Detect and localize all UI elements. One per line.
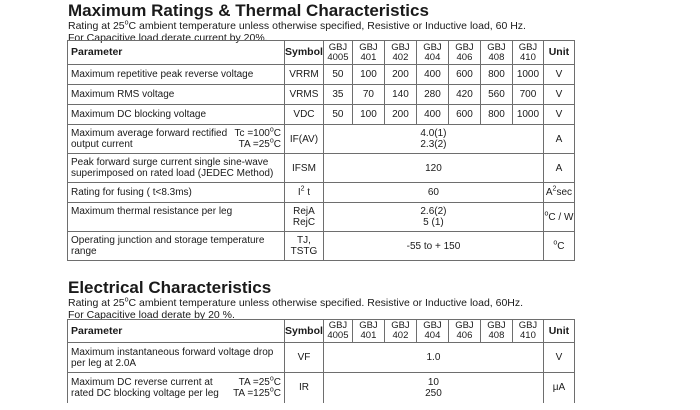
note-text: Rating at 25 <box>68 20 125 32</box>
header-parameter: Parameter <box>68 41 285 65</box>
note-text: C ambient temperature unless otherwise specified, Resistive or Inductive load, 60 Hz. <box>128 20 526 32</box>
value-cell: 700 <box>512 85 543 105</box>
section-ratings-header <box>68 2 526 44</box>
section-title: Maximum Ratings & Thermal Characteristics <box>68 1 429 20</box>
value-cell: 1000 <box>512 105 543 125</box>
table-row <box>68 343 575 373</box>
symbol-cell: TJ, TSTG <box>285 232 324 261</box>
note-text: C ambient temperature unless otherwise specified. Resistive or Inductive load, 60Hz. <box>128 297 524 309</box>
param-cell: Rating for fusing ( t<8.3ms) <box>68 183 285 203</box>
value-cell: 400 <box>416 105 448 125</box>
value-cell: 10 250 <box>323 373 543 403</box>
table-header-row <box>68 41 575 65</box>
value-cell: 200 <box>384 65 416 85</box>
param-text: Maximum average forward rectified <box>71 128 228 139</box>
value-cell: 1000 <box>512 65 543 85</box>
table-row <box>68 105 575 125</box>
unit-cell: μA <box>543 373 574 403</box>
model-header: GBJ 402 <box>384 41 416 65</box>
value-cell: 560 <box>480 85 512 105</box>
value-cell: 4.0(1) 2.3(2) <box>323 125 543 154</box>
value-cell: 280 <box>416 85 448 105</box>
param-cell <box>68 125 285 154</box>
header-symbol: Symbol <box>285 320 324 343</box>
value-cell: 50 <box>323 65 352 85</box>
value-cell: 2.6(2) 5 (1) <box>323 203 543 232</box>
param-cell: Maximum DC blocking voltage <box>68 105 285 125</box>
table-row <box>68 203 575 232</box>
table-row <box>68 154 575 183</box>
condition-text: TA $=125^oC$ <box>233 386 281 399</box>
param-cell: Operating junction and storage temperature range <box>68 232 285 261</box>
symbol-cell: VRRM <box>285 65 324 85</box>
symbol-cell: VRMS <box>285 85 324 105</box>
value-cell: 50 <box>323 105 352 125</box>
model-header: GBJ 410 <box>512 320 543 343</box>
model-header: GBJ 401 <box>352 41 384 65</box>
unit-cell: V <box>543 343 574 373</box>
unit-cell: V <box>543 85 574 105</box>
value-cell: 600 <box>448 105 480 125</box>
section-note-line2: For Capacitive load derate current by 20%. <box>68 32 268 44</box>
ratings-table <box>67 40 575 261</box>
value-cell: 120 <box>323 154 543 183</box>
table-row <box>68 373 575 403</box>
value-cell: 35 <box>323 85 352 105</box>
model-header: GBJ 406 <box>448 320 480 343</box>
symbol-cell: IF(AV) <box>285 125 324 154</box>
table-header-row <box>68 320 575 343</box>
param-cell: Maximum thermal resistance per leg <box>68 203 285 232</box>
section-note-line1 <box>68 297 523 309</box>
header-symbol: Symbol <box>285 41 324 65</box>
section-note-line2: For Capacitive load derate by 20 %. <box>68 309 235 321</box>
degree-mark: o <box>124 296 129 304</box>
symbol-cell: RejA RejC <box>285 203 324 232</box>
symbol-cell: VF <box>285 343 324 373</box>
header-unit: Unit <box>543 320 574 343</box>
model-header: GBJ 410 <box>512 41 543 65</box>
value-cell: 400 <box>416 65 448 85</box>
param-cell: Maximum RMS voltage <box>68 85 285 105</box>
unit-cell: $A^2\sec$ <box>543 183 574 203</box>
header-parameter: Parameter <box>68 320 285 343</box>
table-row <box>68 65 575 85</box>
symbol-cell: IR <box>285 373 324 403</box>
value-cell: 70 <box>352 85 384 105</box>
value-cell: 800 <box>480 105 512 125</box>
param-text: output current <box>71 139 133 150</box>
model-header: GBJ 408 <box>480 320 512 343</box>
symbol-cell: $I^2$ t <box>285 183 324 203</box>
value-cell: 420 <box>448 85 480 105</box>
condition-text: TA $=25^oC$ <box>238 137 281 150</box>
table-row <box>68 183 575 203</box>
param-cell: Peak forward surge current single sine-wave superimposed on rated load (JEDEC Method) <box>68 154 285 183</box>
table-row <box>68 232 575 261</box>
table-row <box>68 85 575 105</box>
value-cell: 60 <box>323 183 543 203</box>
value-cell: 100 <box>352 65 384 85</box>
value-cell: 800 <box>480 65 512 85</box>
param-cell: Maximum repetitive peak reverse voltage <box>68 65 285 85</box>
param-text: rated DC blocking voltage per leg <box>71 387 219 399</box>
value-cell: -55 to + 150 <box>323 232 543 261</box>
table-row <box>68 125 575 154</box>
unit-cell: A <box>543 125 574 154</box>
model-header: GBJ 404 <box>416 41 448 65</box>
param-cell: Maximum instantaneous forward voltage drop per leg at 2.0A <box>68 343 285 373</box>
model-header: GBJ 406 <box>448 41 480 65</box>
section-note-line1 <box>68 20 526 32</box>
value-cell: 100 <box>352 105 384 125</box>
degree-mark: o <box>124 19 129 27</box>
model-header: GBJ 4005 <box>323 320 352 343</box>
unit-cell: $^o$C <box>543 232 574 261</box>
condition-text: TA $=25^oC$ <box>238 375 281 388</box>
param-cell <box>68 373 285 403</box>
symbol-cell: VDC <box>285 105 324 125</box>
section-electrical-header <box>68 279 523 321</box>
note-text: Rating at 25 <box>68 297 125 309</box>
condition-text: $Tc =100^oC$ <box>234 126 281 139</box>
value-cell: 1.0 <box>323 343 543 373</box>
value-cell: 140 <box>384 85 416 105</box>
model-header: GBJ 408 <box>480 41 512 65</box>
header-unit: Unit <box>543 41 574 65</box>
electrical-table <box>67 319 575 403</box>
model-header: GBJ 401 <box>352 320 384 343</box>
symbol-cell: IFSM <box>285 154 324 183</box>
param-text: Maximum DC reverse current at <box>71 376 213 388</box>
unit-cell: V <box>543 65 574 85</box>
model-header: GBJ 402 <box>384 320 416 343</box>
unit-cell: A <box>543 154 574 183</box>
unit-cell: $^o$C / W <box>543 203 574 232</box>
section-title: Electrical Characteristics <box>68 278 272 297</box>
unit-cell: V <box>543 105 574 125</box>
model-header: GBJ 404 <box>416 320 448 343</box>
value-cell: 600 <box>448 65 480 85</box>
value-cell: 200 <box>384 105 416 125</box>
model-header: GBJ 4005 <box>323 41 352 65</box>
